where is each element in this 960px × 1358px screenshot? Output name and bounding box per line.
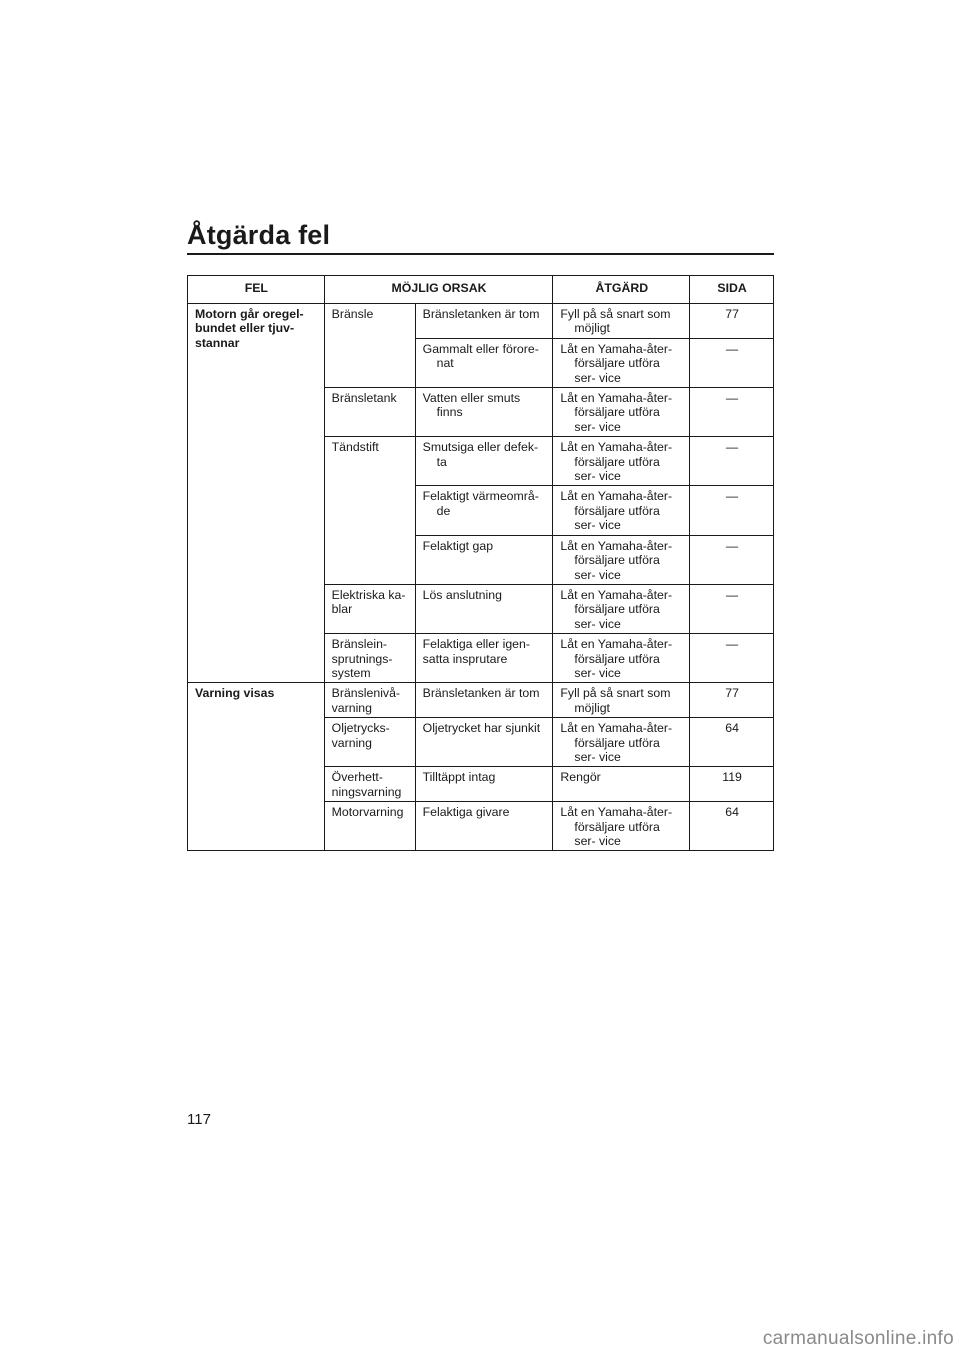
cause-cell: Lös anslutning [415,584,553,633]
page-cell: 119 [690,767,774,802]
action-cell [553,535,690,584]
page-cell: — [690,437,774,486]
action-first: Låt en Yamaha-åter- [560,587,673,602]
table-row [188,683,774,718]
title-rule [187,253,774,255]
action-cell [553,683,690,718]
header-orsak: MÖJLIG ORSAK [324,276,553,304]
component-cell: Bränsletank [324,388,415,437]
header-fel: FEL [188,276,325,304]
page-cell: 77 [690,304,774,339]
cause-cell [415,388,553,437]
action-rest: försäljare utföra ser- vice [574,819,660,848]
action-cell [553,304,690,339]
watermark-text: carmanualsonline.info [762,1328,954,1349]
cause-rest: nat [436,356,454,371]
cause-cell: Felaktigt gap [415,535,553,584]
action-rest: försäljare utföra ser- vice [574,356,660,385]
page-cell: — [690,535,774,584]
cause-cell [415,437,553,486]
page-cell: — [690,388,774,437]
page-cell: — [690,338,774,387]
action-first: Låt en Yamaha-åter- [560,489,673,504]
page-cell: — [690,486,774,535]
header-sida: SIDA [690,276,774,304]
component-cell: Överhett- ningsvarning [324,767,415,802]
action-rest: försäljare utföra ser- vice [574,602,660,631]
action-rest: försäljare utföra ser- vice [574,553,660,582]
cause-cell: Oljetrycket har sjunkit [415,718,553,767]
cause-cell: Bränsletanken är tom [415,304,553,339]
page-cell: — [690,584,774,633]
action-rest: försäljare utföra ser- vice [574,503,660,533]
component-cell: Bränslein- sprutnings- system [324,634,415,683]
page-title: Åtgärda fel [187,220,331,250]
action-cell [553,718,690,767]
action-rest: försäljare utföra ser- vice [574,735,660,764]
action-rest: försäljare utföra ser- vice [574,454,660,484]
cause-cell [415,338,553,387]
action-first: Låt en Yamaha-åter- [560,637,673,652]
action-first: Fyll på så snart som [560,307,671,321]
component-cell: Bränsle [324,304,415,388]
cause-cell [415,486,553,535]
cause-rest: de [436,503,451,518]
action-cell [553,388,690,437]
action-rest: försäljare utföra ser- vice [574,651,660,680]
action-cell [553,338,690,387]
action-cell [553,437,690,486]
cause-cell: Tilltäppt intag [415,767,553,802]
action-cell [553,802,690,851]
cause-first: Gammalt eller förore- [422,341,539,356]
action-cell [553,634,690,683]
page-cell: 77 [690,683,774,718]
cause-first: Vatten eller smuts [422,391,521,406]
component-cell: Motorvarning [324,802,415,851]
action-first: Låt en Yamaha-åter- [560,805,673,820]
troubleshooting-table [187,275,774,851]
cause-first: Felaktigt värmeområ- [422,489,539,504]
fel-cell: Varning visas [188,683,325,851]
action-cell [553,584,690,633]
action-rest: möjligt [574,321,610,336]
table-header-row [188,276,774,304]
action-first: Låt en Yamaha-åter- [560,440,673,455]
cause-rest: ta [436,454,447,469]
action-first: Låt en Yamaha-åter- [560,721,673,736]
action-first: Fyll på så snart som [560,686,671,701]
cause-rest: finns [436,405,463,420]
page-cell: — [690,634,774,683]
cause-cell: Felaktiga givare [415,802,553,851]
page-cell: 64 [690,718,774,767]
cause-cell: Felaktiga eller igen- satta insprutare [415,634,553,683]
header-atgard: ÅTGÄRD [553,276,690,304]
action-rest: försäljare utföra ser- vice [574,405,660,434]
fel-cell: Motorn går oregel- bundet eller tjuv- stannar [188,304,325,683]
action-first: Låt en Yamaha-åter- [560,391,673,406]
cause-cell: Bränsletanken är tom [415,683,553,718]
component-cell: Elektriska ka- blar [324,584,415,633]
action-first: Låt en Yamaha-åter- [560,538,673,553]
page-number: 117 [187,1111,211,1128]
component-cell: Tändstift [324,437,415,585]
action-first: Låt en Yamaha-åter- [560,341,673,356]
action-first: Rengör [560,770,601,785]
action-cell [553,767,690,802]
component-cell: Oljetrycks- varning [324,718,415,767]
cause-first: Smutsiga eller defek- [422,440,539,455]
page-cell: 64 [690,802,774,851]
component-cell: Bränslenivå- varning [324,683,415,718]
action-rest: möjligt [574,700,610,715]
table-row [188,304,774,339]
action-cell [553,486,690,535]
